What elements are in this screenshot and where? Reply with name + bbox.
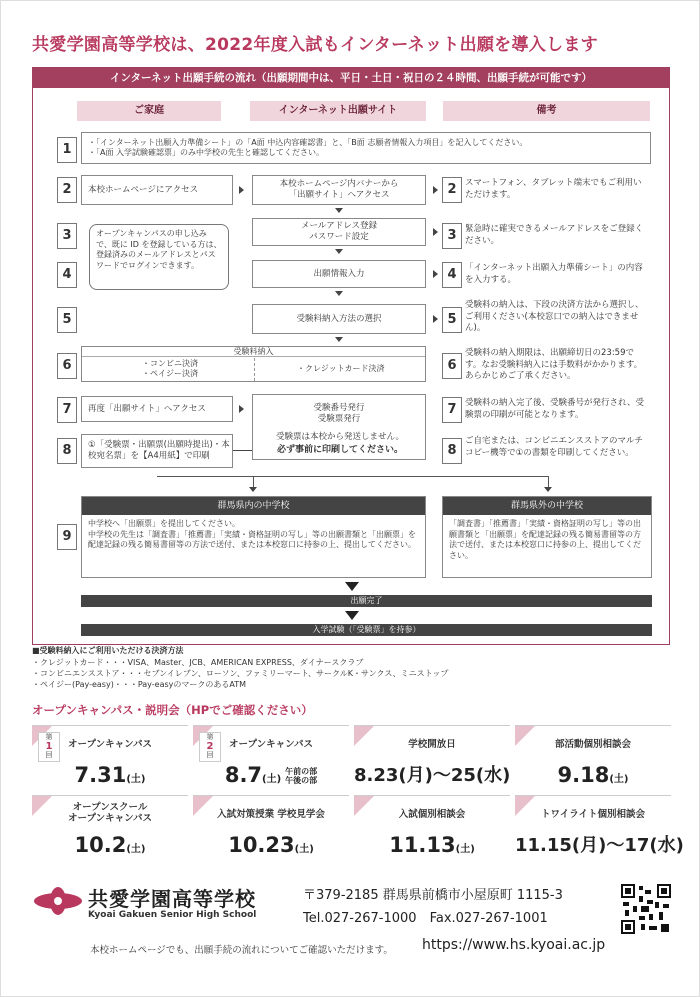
arrow-down-icon xyxy=(335,337,343,342)
step-number-8-note: 8 xyxy=(442,438,462,464)
page-title: 共愛学園高等学校は、2022年度入試もインターネット出願を導入します xyxy=(32,35,598,55)
step-number-7-note: 7 xyxy=(442,397,462,423)
step8-home: ①「受験票・出願票(出願時提出)・本校宛名票」を【A4用紙】で印刷 xyxy=(81,434,233,468)
step5-note: 受験料の納入は、下段の決済方法から選択し、ご利用ください(本校窓口での納入はできません)。 xyxy=(465,300,644,333)
arrow-right-icon xyxy=(433,315,438,323)
event-card xyxy=(193,725,349,791)
event-label: 入試個別相談会 xyxy=(398,809,466,820)
school-tel: Tel.027-267-1000 Fax.027-267-1001 xyxy=(303,911,548,926)
event-date: 9.18(土) xyxy=(557,763,629,787)
column-site: インターネット出願サイト xyxy=(250,101,426,121)
event-card xyxy=(32,795,188,861)
arrow-down-icon xyxy=(544,487,552,492)
step-number-2-note: 2 xyxy=(442,177,462,203)
arrow-down-icon xyxy=(335,291,343,296)
event-label: 入試対策授業 学校見学会 xyxy=(217,809,325,820)
step7-home: 再度「出願サイト」へアクセス xyxy=(81,396,233,422)
step4-site: 出願情報入力 xyxy=(252,260,426,288)
school-address: 〒379-2185 群馬県前橋市小屋原町 1115-3 xyxy=(303,888,563,903)
event-date: 8.7(土)午前の部 午後の部 xyxy=(224,763,318,787)
step-number-9: 9 xyxy=(57,524,77,550)
event-label: 学校開放日 xyxy=(408,739,456,750)
step8-site-1: 受験票は本校から発送しません。 xyxy=(275,432,404,442)
step2-home: 本校ホームページにアクセス xyxy=(81,175,233,205)
step9-in-head: 群馬県内の中学校 xyxy=(82,497,425,515)
flow-section xyxy=(32,67,670,645)
event-card xyxy=(354,795,510,861)
events-grid xyxy=(32,725,684,865)
arrow-right-icon xyxy=(433,186,438,194)
footer xyxy=(32,880,672,990)
step6-left: ・コンビニ決済 ・ペイジー決済 xyxy=(142,359,198,378)
step9-out-text: 「調査書」「推薦書」「実績・資格証明の写し」等の出願書類と「出願票」を配達記録の残る簡易書留等の方法で送付、または本校窓口に持参の上、提出してください。 xyxy=(449,519,641,560)
step-number-2: 2 xyxy=(57,177,77,203)
step8-site-2: 必ず事前に印刷してください。 xyxy=(276,445,403,455)
step1-box: ・「インターネット出願入力準備シート」の「A面 中込内容確認書」と、「B面 志願者情報入力項目」を記入してください。 ・「A面 入学試験確認票」のみ中学校の先生と確認してください。 xyxy=(81,132,651,164)
school-logo-icon xyxy=(32,886,84,916)
event-card xyxy=(32,725,188,791)
event-card xyxy=(354,725,510,791)
school-name: 共愛学園高等学校 xyxy=(88,887,256,911)
step-number-8: 8 xyxy=(57,438,77,464)
event-badge: 第 1 回 xyxy=(38,732,60,762)
event-date: 10.23(土) xyxy=(228,833,314,857)
step6-right: ・クレジットカード決済 xyxy=(297,364,385,373)
step-number-7: 7 xyxy=(57,397,77,423)
column-note: 備考 xyxy=(443,101,650,121)
step8-note: ご自宅または、コンビニエンスストアのマルチコピー機等で①の書類を印刷してください。 xyxy=(465,436,643,458)
arrow-down-icon xyxy=(345,582,359,591)
step-number-4: 4 xyxy=(57,262,77,288)
step-number-4-note: 4 xyxy=(442,262,462,288)
pay-payeasy: ・ペイジー(Pay-easy)・・・Pay-easyのマークのあるATM xyxy=(32,680,247,689)
step-number-1: 1 xyxy=(57,137,77,163)
flow-header: インターネット出願手続の流れ（出願期間中は、平日・土日・祝日の２４時間、出願手続が可能です） xyxy=(33,68,669,88)
arrow-down-icon xyxy=(335,208,343,213)
school-url-link[interactable]: https://www.hs.kyoai.ac.jp xyxy=(422,937,606,953)
event-card xyxy=(515,795,684,861)
event-date: 10.2(土) xyxy=(74,833,146,857)
exam-bar: 入学試験（「受験票」を持参） xyxy=(81,624,652,636)
step9-in-text: 中学校へ「出願票」を提出してください。 中学校の先生は「調査書」「推薦書」「実績・資格証明の写し」等の出願書類と「出願票」を配達記録の残る簡易書留等の方法で送付、または本校窓口に持参の上、提出してください。 xyxy=(88,519,416,549)
step-number-5: 5 xyxy=(57,307,77,333)
pay-convenience: ・コンビニエンスストア・・・セブンイレブン、ローソン、ファミリーマート、サークルK・サンクス、ミニストップ xyxy=(32,669,449,678)
step2-note: スマートフォン、タブレット端末でもご利用いただけます。 xyxy=(465,178,642,200)
step9-in-box xyxy=(81,496,426,578)
event-badge: 第 2 回 xyxy=(199,732,221,762)
step-number-6: 6 xyxy=(57,353,77,379)
step2-site: 本校ホームページ内バナーから 「出願サイト」へアクセス xyxy=(252,175,426,205)
hp-note: 本校ホームページでも、出願手続の流れについてご確認いただけます。 xyxy=(90,945,393,956)
step-number-5-note: 5 xyxy=(442,307,462,333)
event-date: 11.13(土) xyxy=(389,833,475,857)
pay-credit: ・クレジットカード・・・VISA、Master、JCB、AMERICAN EXPRESS、ダイナースクラブ xyxy=(32,658,364,667)
step7-site: 受験番号発行 受験票発行 xyxy=(252,394,426,460)
step-number-3-note: 3 xyxy=(442,223,462,249)
step7-note: 受験料の納入完了後、受験番号が発行され、受験票の印刷が可能となります。 xyxy=(465,398,645,420)
event-card xyxy=(193,795,349,861)
step5-site: 受験料納入方法の選択 xyxy=(252,304,426,334)
arrow-down-icon xyxy=(249,487,257,492)
events-title: オープンキャンパス・説明会（HPでご確認ください） xyxy=(32,703,313,717)
step9-connector xyxy=(157,476,549,477)
event-label: オープンキャンパス xyxy=(229,739,313,750)
event-date: 7.31(土) xyxy=(74,763,146,787)
event-label: オープンスクール オープンキャンパス xyxy=(68,802,152,824)
event-card xyxy=(515,725,671,791)
event-label: 部活動個別相談会 xyxy=(554,739,631,750)
arrow-right-icon xyxy=(433,228,438,236)
step6-head: 受験料納入 xyxy=(82,347,425,357)
step9-out-box xyxy=(442,496,652,578)
step4-note: 「インターネット出願入力準備シート」の内容を入力する。 xyxy=(465,263,643,285)
done-bar: 出願完了 xyxy=(81,595,652,607)
step6-divider xyxy=(254,358,255,381)
pay-title: ■受験料納入にご利用いただける決済方法 xyxy=(32,646,184,655)
step6-note: 受験料の納入期限は、出願締切日の23:59です。なお受験料納入には手数料がかかります。あらかじめご了承ください。 xyxy=(465,348,643,381)
school-name-en: Kyoai Gakuen Senior High School xyxy=(88,910,257,920)
column-home: ご家庭 xyxy=(77,101,221,121)
step9-out-head: 群馬県外の中学校 xyxy=(443,497,651,515)
arrow-right-icon xyxy=(239,405,244,413)
step8-connector xyxy=(233,450,252,451)
step3-site: メールアドレス登録 パスワード設定 xyxy=(252,218,426,246)
qr-code-icon xyxy=(621,884,671,934)
event-date: 11.15(月)～17(水) xyxy=(515,835,684,856)
step-number-6-note: 6 xyxy=(442,353,462,379)
step6-box xyxy=(81,346,426,382)
arrow-right-icon xyxy=(433,270,438,278)
step3-note: 緊急時に確実できるメールアドレスをご登録ください。 xyxy=(465,224,644,246)
step-number-3: 3 xyxy=(57,223,77,249)
login-bubble: オープンキャンパスの申し込みで、既に ID を登録している方は、登録済みのメールアドレスとパスワードでログインできます。 xyxy=(89,224,229,290)
event-label: トワイライト個別相談会 xyxy=(541,809,645,820)
arrow-down-icon xyxy=(335,249,343,254)
arrow-down-icon xyxy=(345,611,359,620)
arrow-right-icon xyxy=(239,186,244,194)
event-date: 8.23(月)～25(水) xyxy=(354,765,511,786)
event-label: オープンキャンパス xyxy=(68,739,152,750)
